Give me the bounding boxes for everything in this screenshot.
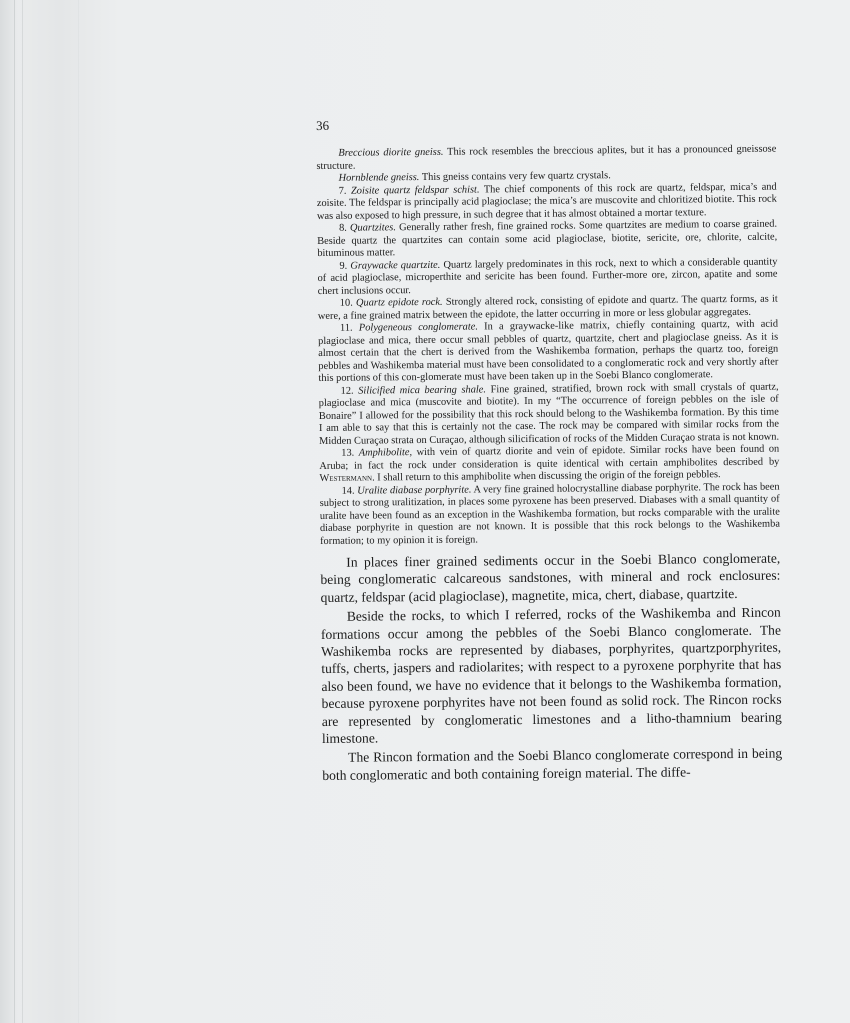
entry-number: 10.: [339, 297, 353, 309]
rock-entry-7: [317, 181, 777, 223]
entry-text: This gneiss contains very few quartz crystals.: [419, 170, 611, 184]
page-edge-line: [22, 0, 23, 1023]
rock-entry-11: [318, 319, 779, 386]
rock-descriptions: [316, 144, 780, 548]
entry-text: In a graywacke-like matrix, chiefly containing quartz, with acid plagioclase and mica, there occur small pebbles of quartz, quartzite, chert and plagioclase gneiss. As it is almost certain that the chert is derived from the Washikemba formation, perhaps the quartz too, foreign pebbles and Washikemba material must have been consolidated to a conglomeratic rock and very shortly after this portions of this con-glomerate must have been taken up in the Soebi Blanco conglomerate.: [318, 318, 779, 384]
page-edge-line: [14, 0, 15, 1023]
body-paragraph: In places finer grained sediments occur in the Soebi Blanco conglomerate, being conglomeratic calcareous sandstones, with mineral and rock enclosures: quartz, feldspar (acid plagioclase), magnetite, mica, chert, diabase, quartzite.: [320, 550, 781, 605]
entry-text: . I shall return to this amphibolite when discussing the origin of the foreign pebbles.: [371, 469, 721, 484]
entry-title: Hornblende gneiss.: [338, 172, 420, 184]
entry-title: Zoisite quartz feldspar schist.: [350, 183, 480, 197]
entry-number: 12.: [340, 385, 354, 397]
author-name: Westermann: [319, 472, 373, 484]
entry-number: 13.: [341, 447, 355, 459]
body-text: [320, 550, 782, 785]
body-paragraph: Beside the rocks, to which I referred, rocks of the Washikemba and Rincon formations occur among the pebbles of the Soebi Blanco conglomerate. The Washikemba rocks are represented by diabases, porphyrites, quartzporphyrites, tuffs, cherts, jaspers and radiolarites; with respect to a pyroxene porphyrite that has also been found, we have no evidence that it belongs to the Washikemba formation, because pyroxene porphyrites have not been found as solid rock. The Rincon rocks are represented by conglomeratic limestones and a litho-thamnium bearing limestone.: [320, 604, 782, 747]
entry-text: Strongly altered rock, consisting of epidote and quartz. The quartz forms, as it were, a fine grained matrix between the epidote, the latter occurring in more or less globular aggregates.: [317, 293, 778, 322]
entry-number: 8.: [339, 222, 347, 234]
rock-entry-14: [320, 481, 781, 548]
entry-number: 11.: [339, 322, 353, 334]
rock-entry-9: [317, 256, 777, 298]
entry-title: Silicified mica bearing shale.: [358, 383, 487, 397]
entry-title: Polygeneous conglomerate.: [358, 321, 478, 334]
entry-number: 9.: [339, 260, 348, 272]
entry-title: Amphibolite,: [358, 447, 413, 459]
entry-title: Quartzites.: [349, 222, 396, 234]
entry-number: 14.: [341, 485, 355, 497]
entry-text: Generally rather fresh, fine grained rocks. Some quartzites are medium to coarse grained. Beside quartz the quartzites can contain some acid plagioclase, biotite, sericite, ore, chlorite, calcite, bituminous matter.: [317, 218, 778, 259]
entry-title: Uralite diabase porphyrite.: [357, 484, 472, 497]
rock-entry-12: [319, 381, 780, 448]
page-number: 36: [316, 117, 330, 133]
rock-entry-13: [319, 444, 779, 486]
entry-text: A very fine grained holocrystalline diabase porphyrite. The rock has been subject to strong uralitization, in places some pyroxene has been preserved. Diabases with a small quantity of uralite have been found as an exception in the Washikemba formation, but rocks comparable with the uralite diabase porphyrite in question are not known. It is possible that this rock belongs to the Washikemba formation; to my opinion it is foreign.: [319, 481, 780, 547]
entry-text: This rock resembles the breccious aplites, but it has a pronounced gneissose structure.: [316, 143, 777, 172]
entry-text: Quartz largely predominates in this rock, next to which a considerable quantity of acid plagioclase, microperthite and sericite has been found. Further-more ore, zircon, apatite and some chert inclusions occur.: [317, 256, 778, 297]
rock-entry-8: [317, 219, 777, 261]
text-column: [316, 114, 782, 787]
entry-text: The chief components of this rock are quartz, feldspar, mica’s and zoisite. The feldspar is principally acid plagioclase; the mica’s are muscovite and chloritized biotite. This rock was also exposed to high pressure, in such degree that it has almost obtained a mortar texture.: [316, 181, 777, 222]
entry-title: Graywacke quartzite.: [350, 259, 441, 272]
page-edge-line: [78, 0, 79, 1023]
entry-title: Breccious diorite gneiss.: [338, 146, 444, 159]
entry-number: 7.: [338, 185, 347, 197]
body-paragraph: The Rincon formation and the Soebi Blanco conglomerate correspond in being both conglomeratic and both containing foreign material. The diffe-: [322, 746, 783, 783]
entry-text: with vein of quartz diorite and vein of epidote. Similar rocks have been found on Aruba; in fact the rock under consideration is quite identical with certain amphibolites described by: [319, 443, 780, 472]
entry-text: Fine grained, stratified, brown rock with small crystals of quartz, plagioclase and mica (muscovite and biotite). In my “The occurrence of foreign pebbles on the isle of Bonaire” I allowed for the possibility that this rock should belong to the Washikemba formation. By this time I am able to say that this is certainly not the case. The rock may be compared with similar rocks from the Midden Curaçao strata on Curaçao, although silicification of rocks of the Midden Curaçao strata is not known.: [318, 381, 780, 447]
entry-title: Quartz epidote rock.: [355, 296, 443, 309]
